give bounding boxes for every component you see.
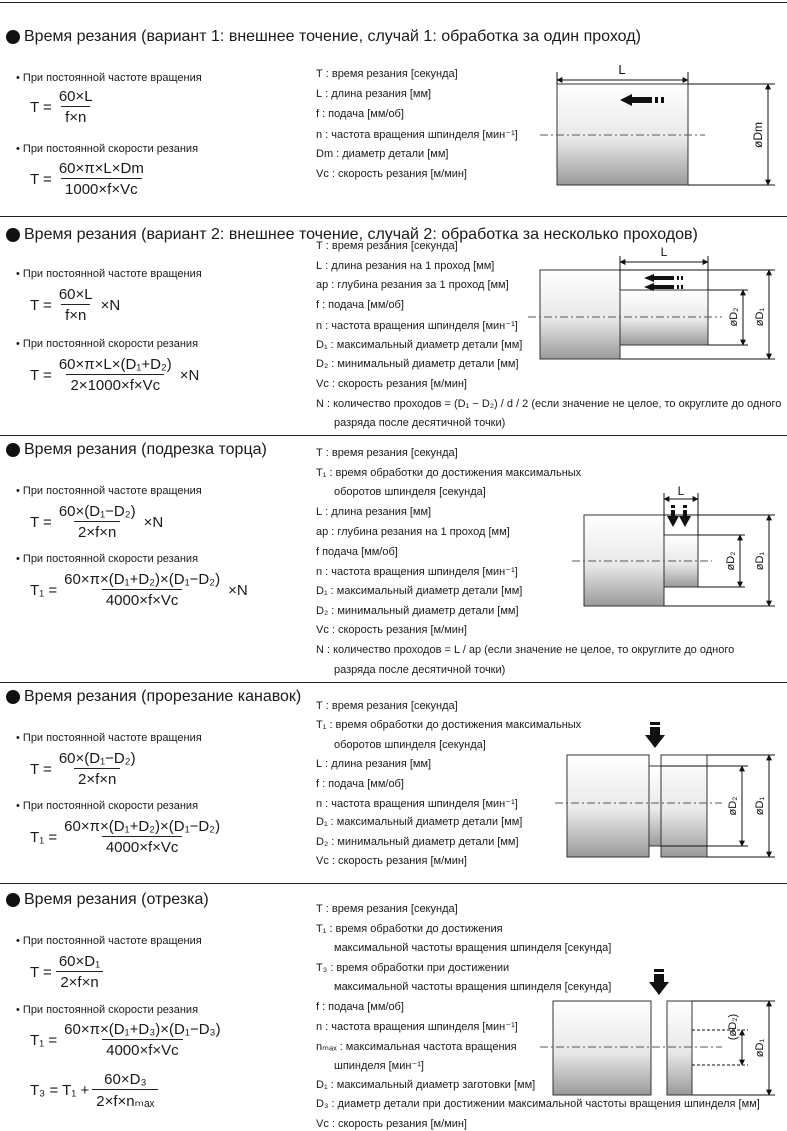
definition-text: подача [мм/об]: [322, 546, 398, 558]
label-d2: øD₂: [728, 307, 740, 327]
label-d1: øD₁: [754, 307, 766, 327]
definition-symbol: D₁: [316, 1079, 328, 1091]
definition-text: максимальной частоты вращения шпинделя [секунда]: [334, 942, 612, 954]
label-L: L: [660, 245, 668, 259]
constant-speed-label: • При постоянной скорости резания: [16, 143, 199, 155]
label-dm: øDm: [751, 122, 765, 148]
label-d1: øD₁: [754, 1038, 766, 1058]
diagram-single-pass: [0, 0, 787, 216]
definition-symbol: T₁: [316, 467, 327, 479]
definition-text: : минимальный диаметр детали [мм]: [331, 605, 519, 617]
formula-tail: ×N: [100, 296, 121, 314]
definition-symbol: L: [316, 758, 323, 770]
definition-text: : скорость резания [м/мин]: [331, 168, 467, 180]
definition-text: : глубина резания за 1 проход [мм]: [331, 279, 509, 291]
definition-symbol: T₁: [316, 719, 327, 731]
definition-symbol: L: [316, 88, 323, 100]
definition-text: максимальной частоты вращения шпинделя [секунда]: [334, 981, 612, 993]
denominator: 2×f×n: [74, 768, 120, 788]
workpiece-right: [661, 755, 707, 857]
definition-text: : скорость резания [м/мин]: [331, 624, 467, 636]
numerator: 60×π×L×(D₁+D₂): [58, 356, 172, 373]
workpiece-left: [567, 755, 649, 857]
formula-lhs: T =: [30, 513, 52, 531]
section-title: Время резания (вариант 1: внешнее точение, случай 1: обработка за один проход): [6, 28, 641, 46]
definition-symbol: L: [316, 506, 323, 518]
definition-symbol: T: [316, 240, 323, 252]
definition-text: : диаметр детали при достижении максимальной частоты вращения шпинделя [мм]: [331, 1098, 760, 1110]
definition-symbol: D₁: [316, 816, 328, 828]
denominator: 4000×f×Vc: [102, 589, 183, 609]
definition-symbol: Vc: [316, 168, 329, 180]
definition-symbol: T: [316, 447, 323, 459]
section-title: Время резания (прорезание канавок): [6, 688, 301, 706]
definition-text: : максимальный диаметр заготовки [мм]: [330, 1079, 536, 1091]
label-d1: øD₁: [754, 551, 766, 571]
feed-arrow-icon: [649, 969, 669, 995]
definition-text: : максимальный диаметр детали [мм]: [330, 816, 523, 828]
denominator: 2×f×n: [74, 521, 120, 541]
formula-lhs: T₁ =: [30, 828, 58, 846]
numerator: 60×L: [58, 88, 93, 105]
section-parting: [0, 883, 787, 1131]
definition-text: оборотов шпинделя [секунда]: [334, 739, 486, 751]
definition-text: : подача [мм/об]: [322, 299, 404, 311]
feed-arrows-icon: [667, 505, 691, 527]
label-L: L: [618, 62, 626, 77]
definition-text: : диаметр детали [мм]: [336, 148, 449, 160]
definition-text: : количество проходов = (D₁ − D₂) / d / 2 (если значение не целое, то округлите до одного: [326, 398, 782, 410]
definition-symbol: T₃: [316, 962, 328, 974]
definition-text: : время обработки до достижения максимальных: [329, 719, 582, 731]
definition-text: : подача [мм/об]: [322, 108, 404, 120]
definition-text: : время обработки до достижения: [329, 923, 503, 935]
section-title: Время резания (вариант 2: внешнее точение, случай 2: обработка за несколько проходов): [6, 226, 698, 244]
definition-text: : частота вращения шпинделя [мин⁻¹]: [325, 129, 518, 141]
definition-text: : минимальный диаметр детали [мм]: [331, 358, 519, 370]
definition-symbol: Vc: [316, 624, 329, 636]
definition-symbol: ap: [316, 279, 329, 291]
definition-text: : время резания [секунда]: [325, 700, 458, 712]
definition-text: : время резания [секунда]: [325, 903, 458, 915]
definition-symbol: n: [316, 320, 323, 332]
definition-symbol: Vc: [316, 855, 329, 867]
definition-symbol: n: [316, 798, 323, 810]
denominator: 2×f×nₘₐₓ: [92, 1089, 158, 1110]
definition-symbol: f: [316, 299, 320, 311]
definition-text: : скорость резания [м/мин]: [331, 1118, 467, 1130]
feed-arrows-icon: [644, 274, 683, 291]
definition-text: : длина резания [мм]: [325, 758, 432, 770]
constant-rpm-label: • При постоянной частоте вращения: [16, 935, 202, 947]
feed-arrow-icon: [645, 722, 665, 748]
definition-symbol: Vc: [316, 1118, 329, 1130]
definition-text: : глубина резания на 1 проход [мм]: [331, 526, 510, 538]
definition-symbol: f: [316, 1001, 320, 1013]
constant-speed-label: • При постоянной скорости резания: [16, 338, 199, 350]
diagram-grooving: [0, 682, 787, 883]
definition-text: : скорость резания [м/мин]: [331, 855, 467, 867]
definition-text: : максимальный диаметр детали [мм]: [330, 585, 523, 597]
definition-text: : длина резания на 1 проход [мм]: [325, 260, 495, 272]
denominator: 2×f×n: [56, 971, 102, 991]
definition-symbol: T: [316, 68, 323, 80]
definition-symbol: f: [316, 108, 320, 120]
constant-rpm-label: • При постоянной частоте вращения: [16, 732, 202, 744]
definition-symbol: N: [316, 398, 324, 410]
denominator: f×n: [61, 106, 90, 126]
definition-text: : время резания [секунда]: [325, 68, 458, 80]
formula-lhs: T =: [30, 98, 52, 116]
definition-symbol: T: [316, 700, 323, 712]
definition-text: : подача [мм/об]: [322, 1001, 404, 1013]
denominator: 4000×f×Vc: [102, 836, 183, 856]
definition-text: : время обработки до достижения максимальных: [329, 467, 582, 479]
label-d1: øD₁: [754, 796, 766, 816]
definition-symbol: N: [316, 644, 324, 656]
constant-rpm-label: • При постоянной частоте вращения: [16, 485, 202, 497]
definition-symbol: n: [316, 566, 323, 578]
workpiece-left: [553, 1001, 651, 1095]
definition-symbol: T: [316, 903, 323, 915]
definition-symbol: Dm: [316, 148, 334, 160]
formula-lhs: T₁ =: [30, 1031, 58, 1049]
definition-text: : время обработки при достижении: [330, 962, 510, 974]
definition-text: : частота вращения шпинделя [мин⁻¹]: [325, 1021, 518, 1033]
definition-symbol: D₃: [316, 1098, 329, 1110]
definition-symbol: ap: [316, 526, 329, 538]
numerator: 60×π×(D₁+D₃)×(D₁−D₃): [64, 1021, 221, 1038]
definition-text: шпинделя [мин⁻¹]: [334, 1060, 424, 1072]
definition-text: : количество проходов = L / ap (если значение не целое, то округлите до одного: [326, 644, 735, 656]
formula-lhs: T =: [30, 296, 52, 314]
definition-text: оборотов шпинделя [секунда]: [334, 486, 486, 498]
definition-symbol: n: [316, 129, 323, 141]
definition-text: : время резания [секунда]: [325, 447, 458, 459]
groove: [649, 766, 661, 846]
workpiece-right: [667, 1001, 692, 1095]
label-L: L: [677, 484, 685, 498]
formula-tail: ×N: [228, 581, 248, 599]
definition-symbol: D₂: [316, 605, 329, 617]
section-external-turning-single-pass: [0, 0, 787, 216]
numerator: 60×π×(D₁+D₂)×(D₁−D₂): [64, 818, 221, 835]
formula-lhs: T₁ =: [30, 581, 58, 599]
label-d2: (øD₂): [727, 1013, 739, 1041]
definition-text: : частота вращения шпинделя [мин⁻¹]: [325, 798, 518, 810]
numerator: 60×D₃: [104, 1071, 147, 1088]
denominator: f×n: [61, 304, 90, 324]
definition-symbol: n: [316, 1021, 323, 1033]
definition-text: : минимальный диаметр детали [мм]: [331, 836, 519, 848]
definition-text: : частота вращения шпинделя [мин⁻¹]: [325, 320, 518, 332]
workpiece-large: [540, 270, 620, 359]
section-title: Время резания (подрезка торца): [6, 441, 267, 459]
constant-rpm-label: • При постоянной частоте вращения: [16, 72, 202, 84]
definition-symbol: D₂: [316, 358, 329, 370]
definition-symbol: D₂: [316, 836, 329, 848]
definition-text: : длина резания [мм]: [325, 88, 432, 100]
section-external-turning-multi-pass: [0, 216, 787, 435]
definition-symbol: nₘₐₓ: [316, 1041, 337, 1053]
formula-lhs: T =: [30, 170, 52, 188]
definition-text: : скорость резания [м/мин]: [331, 378, 467, 390]
formula-lhs: T₃ = T₁ +: [30, 1082, 90, 1099]
definition-symbol: f: [316, 546, 320, 558]
definition-symbol: T₁: [316, 923, 327, 935]
section-grooving: [0, 682, 787, 883]
numerator: 60×π×L×Dm: [58, 160, 144, 177]
definition-text: : подача [мм/об]: [322, 778, 404, 790]
label-d2: øD₂: [725, 551, 737, 571]
section-title: Время резания (отрезка): [6, 891, 209, 909]
definition-text: : время резания [секунда]: [325, 240, 458, 252]
definition-symbol: D₁: [316, 339, 328, 351]
definition-symbol: L: [316, 260, 323, 272]
definition-text: : максимальный диаметр детали [мм]: [330, 339, 523, 351]
definition-text: : максимальная частота вращения: [339, 1041, 517, 1053]
numerator: 60×π×(D₁+D₂)×(D₁−D₂): [64, 571, 221, 588]
constant-speed-label: • При постоянной скорости резания: [16, 553, 199, 565]
constant-speed-label: • При постоянной скорости резания: [16, 1004, 199, 1016]
formula-lhs: T =: [30, 963, 52, 981]
definition-symbol: D₁: [316, 585, 328, 597]
section-facing: [0, 435, 787, 682]
constant-speed-label: • При постоянной скорости резания: [16, 800, 199, 812]
definition-text: разряда после десятичной точки): [334, 664, 506, 676]
denominator: 4000×f×Vc: [102, 1039, 183, 1059]
numerator: 60×(D₁−D₂): [58, 503, 136, 520]
definition-symbol: Vc: [316, 378, 329, 390]
diagram-multi-pass: [0, 216, 787, 435]
definition-text: разряда после десятичной точки): [334, 417, 506, 429]
denominator: 1000×f×Vc: [61, 178, 142, 198]
constant-rpm-label: • При постоянной частоте вращения: [16, 268, 202, 280]
diagram-parting: [0, 883, 787, 1131]
diagram-facing: [0, 435, 787, 682]
definition-text: : частота вращения шпинделя [мин⁻¹]: [325, 566, 518, 578]
formula-tail: ×N: [179, 366, 200, 384]
numerator: 60×(D₁−D₂): [58, 750, 136, 767]
definition-text: : длина резания [мм]: [325, 506, 432, 518]
formula-lhs: T =: [30, 760, 52, 778]
denominator: 2×1000×f×Vc: [66, 374, 164, 394]
formula-tail: ×N: [143, 513, 164, 531]
numerator: 60×D₁: [58, 953, 101, 970]
definition-symbol: f: [316, 778, 320, 790]
formula-lhs: T =: [30, 366, 52, 384]
label-d2: øD₂: [727, 796, 739, 816]
numerator: 60×L: [58, 286, 93, 303]
